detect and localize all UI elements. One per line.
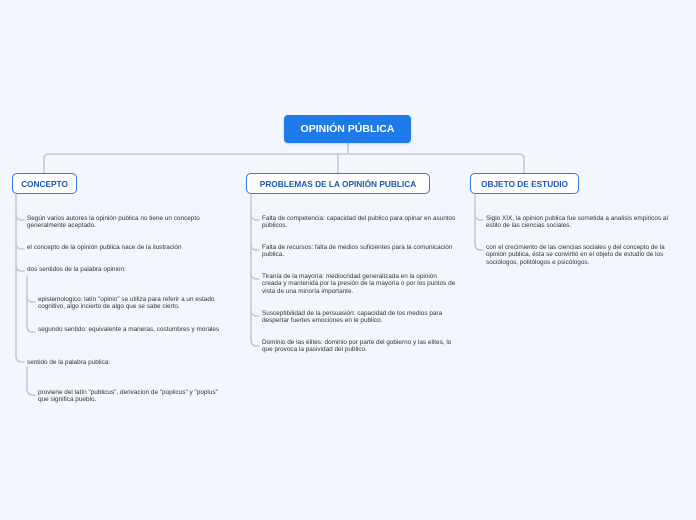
- problemas-item[interactable]: Tiranía de la mayoría: mediocridad generalizada en la opinión creada y mantenida por la presión de la mayoría o por los puntos de vista de una minoría importante.: [262, 273, 456, 295]
- problemas-item[interactable]: Falta de recursos: falta de medios suficientes para la comunicación publica.: [262, 244, 453, 259]
- problemas-item[interactable]: Susceptibilidad de la persuasión: capacidad de los medios para despertar fuertes emociones en le publico.: [262, 310, 443, 325]
- concepto-subitem[interactable]: segundo sentido: equivalente a maneras, costumbres y morales: [38, 326, 220, 333]
- problemas-item[interactable]: Falta de competencia: capacidad del publico para opinar en asuntos públicos.: [262, 215, 456, 230]
- concepto-subitem[interactable]: epistemologico: latín "opinio" se utiliza para referir a un estado cognitivo, algo incierto de algo que se sabe cierto.: [38, 296, 215, 311]
- concepto-item[interactable]: Según varios autores la opinión publica no tiene un concepto generalmente aceptado.: [27, 215, 200, 230]
- objeto-item[interactable]: con el crecimiento de las ciencias sociales y del concepto de la opinión publica, ésta se convirtió en el objeto de estudio de los sociólogos, politólogos e psicólogos.: [486, 244, 665, 266]
- problemas-item[interactable]: Dominio de las élites: dominio por parte del gobierno y las elites, lo que provoca la pasividad del publico.: [262, 339, 452, 354]
- root-topic[interactable]: OPINIÓN PÚBLICA: [284, 115, 411, 143]
- branch-problemas[interactable]: PROBLEMAS DE LA OPINIÓN PUBLICA: [246, 173, 430, 194]
- branch-concepto[interactable]: CONCEPTO: [12, 173, 77, 194]
- concepto-item[interactable]: el concepto de la opinión publica nace de la ilustración: [27, 244, 182, 251]
- objeto-item[interactable]: Siglo XIX, la opinion publica fue sometida a analisis empiricos al estilo de las ciencias sociales.: [486, 215, 668, 230]
- branch-objeto-de-estudio[interactable]: OBJETO DE ESTUDIO: [470, 173, 579, 194]
- concepto-item[interactable]: dos sentidos de la palabra opinion:: [27, 266, 126, 273]
- concepto-item[interactable]: sentido de la palabra publica:: [27, 359, 111, 366]
- concepto-subitem[interactable]: proviene del latín "publicus", derivacion de "poplicus" y "poplus" que significa pueblo.: [38, 389, 218, 404]
